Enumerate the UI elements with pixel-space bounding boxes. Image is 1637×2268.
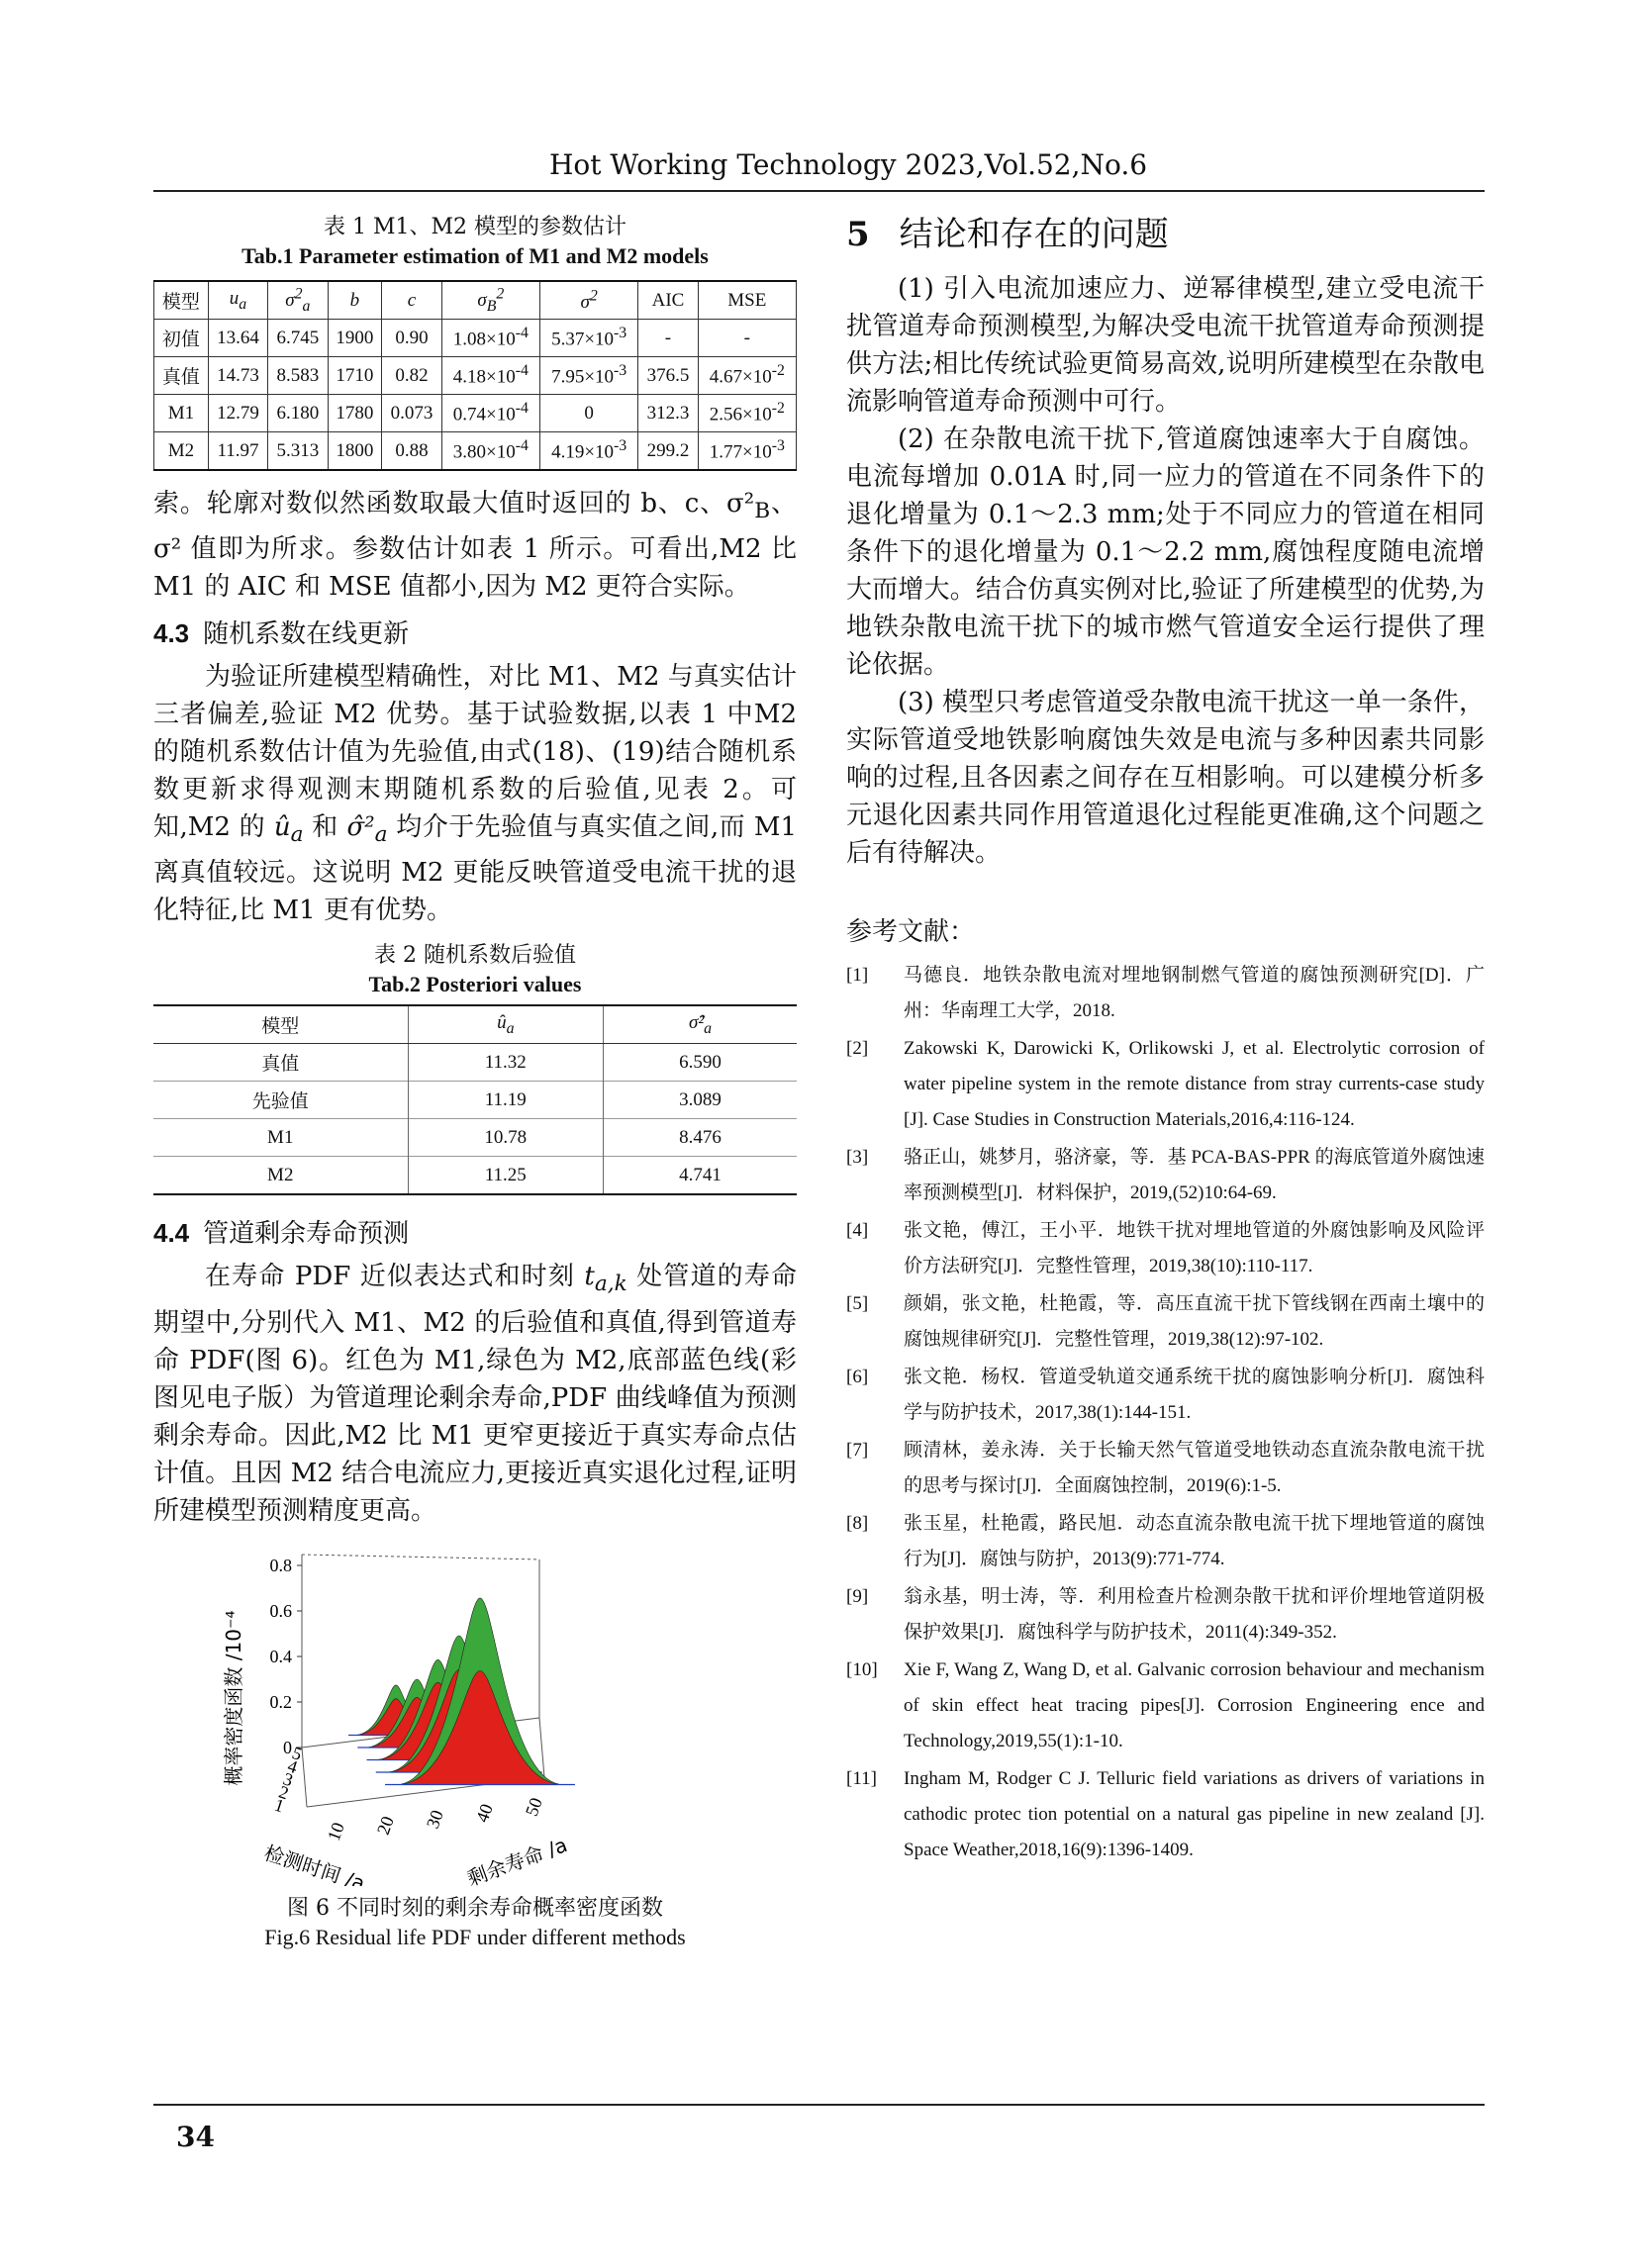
x-tick-label: 3: [280, 1767, 296, 1790]
table1-cell: 299.2: [638, 432, 698, 471]
table2-cell: 10.78: [408, 1119, 604, 1157]
table2-header-cell: $û_a$: [408, 1005, 604, 1044]
table2-header-cell: 模型: [153, 1005, 408, 1044]
left-paragraph-3: 在寿命 PDF 近似表达式和时刻 $t_{a,k}$ 处管道的寿命期望中,分别代入 M1、M2 的后验值和真值,得到管道寿命 PDF(图 6)。红色为 M1,绿色为 M2,底部蓝色线(彩图见电子版）为管道理论剩余寿命,PDF 曲线峰值为预测剩余寿命。因此,M2 比 M1 更窄更接近于真实寿命点估计值。且因 M2 结合电流应力,更接近真实退化过程,证明所建模型预测精度更高。: [153, 1262, 797, 1526]
left-paragraph-1: 索。轮廓对数似然函数取最大值时返回的 b、c、$\sigma^2_B$、σ² 值即为所求。参数估计如表 1 所示。可看出,M2 比 M1 的 AIC 和 MSE 值都小,因为 M2 更符合实际。: [153, 489, 797, 603]
z-tick-label: 0: [283, 1737, 292, 1757]
y-tick-label: 30: [422, 1807, 447, 1831]
reference-text: 张玉星，杜艳霞，路民旭．动态直流杂散电流干扰下埋地管道的腐蚀行为[J]．腐蚀与防护，2013(9):771-774.: [904, 1513, 1485, 1569]
table1-cell: $2.56\times 10^{-2}$: [698, 395, 796, 432]
section-5-heading: [846, 213, 1485, 256]
table1-cell: 13.64: [208, 320, 267, 357]
table1-cell: 12.79: [208, 395, 267, 432]
figure-6-caption-cn: 图 6 不同时刻的剩余寿命概率密度函数: [287, 1895, 663, 1921]
table2-caption-cn: 表 2 随机系数后验值: [374, 943, 576, 969]
reference-item: [846, 1360, 1485, 1431]
table1-cell: 0.88: [382, 432, 441, 471]
reference-index: [9]: [846, 1586, 869, 1607]
table1-header-cell: c: [382, 281, 441, 320]
table1-cell: 8.583: [268, 357, 328, 395]
table1-cell: 11.97: [208, 432, 267, 471]
left-column: [153, 213, 797, 1951]
table1-cell: 376.5: [638, 357, 698, 395]
table1-cell: $7.95\times 10^{-3}$: [539, 357, 637, 395]
reference-index: [2]: [846, 1038, 869, 1059]
table2-header-cell: $\sigmâ^2_a$: [604, 1005, 797, 1044]
conclusion-1: (1) 引入电流加速应力、逆幂律模型,建立受电流干扰管道寿命预测模型,为解决受电流干扰管道寿命预测提供方法;相比传统试验更简易高效,说明所建模型在杂散电流影响管道寿命预测中可行。: [846, 274, 1485, 417]
reference-text: Zakowski K, Darowicki K, Orlikowski J, et al. Electrolytic corrosion of water pipeline system in the remote distance from stray currents-case study [J]. Case Studies in Construction Materials,2016,4:116-124.: [904, 1038, 1485, 1130]
table2-cell: 11.25: [408, 1157, 604, 1195]
figure-6: [153, 1550, 797, 1886]
reference-item: [846, 1761, 1485, 1868]
reference-index: [10]: [846, 1659, 878, 1680]
table2-row: [153, 1157, 797, 1195]
reference-text: 顾清林，姜永涛．关于长输天然气管道受地铁动态直流杂散电流干扰的思考与探讨[J]．全面腐蚀控制，2019(6):1-5.: [904, 1440, 1485, 1496]
reference-text: 张文艳．杨权．管道受轨道交通系统干扰的腐蚀影响分析[J]．腐蚀科学与防护技术，2017,38(1):144-151.: [904, 1367, 1485, 1423]
table2: [153, 1004, 797, 1195]
table2-cell: 先验值: [153, 1082, 408, 1119]
table1-cell: 1900: [328, 320, 382, 357]
y-axis-label: 剩余寿命 /a: [463, 1832, 571, 1886]
reference-index: [7]: [846, 1440, 869, 1461]
reference-item: [846, 1031, 1485, 1138]
table1-cell: $4.67\times 10^{-2}$: [698, 357, 796, 395]
table1-cell: $1.77\times 10^{-3}$: [698, 432, 796, 471]
table2-cell: 11.19: [408, 1082, 604, 1119]
section-4-4-title: 管道剩余寿命预测: [203, 1219, 410, 1250]
table2-row: [153, 1119, 797, 1157]
reference-index: [1]: [846, 965, 869, 986]
table1-cell: -: [698, 320, 796, 357]
table2-cell: 6.590: [604, 1044, 797, 1082]
reference-index: [6]: [846, 1367, 869, 1387]
reference-item: [846, 1213, 1485, 1284]
x-tick-label: 4: [285, 1754, 300, 1777]
table1-header-cell: $\sigma_B^2$: [441, 281, 539, 320]
reference-text: Xie F, Wang Z, Wang D, et al. Galvanic corrosion behaviour and mechanism of skin effect heat tracing pipes[J]. Corrosion Engineering ence and Technology,2019,55(1):1-10.: [904, 1659, 1485, 1751]
reference-index: [8]: [846, 1513, 869, 1534]
table1-cell: $3.80\times 10^{-4}$: [441, 432, 539, 471]
table1-cell: 312.3: [638, 395, 698, 432]
table2-caption-en: Tab.2 Posteriori values: [368, 972, 582, 997]
reference-item: [846, 1286, 1485, 1358]
table1-cell: $5.37\times 10^{-3}$: [539, 320, 637, 357]
figure-6-caption-en: Fig.6 Residual life PDF under different methods: [264, 1924, 686, 1949]
table2-cell: M2: [153, 1157, 408, 1195]
y-tick-label: 50: [521, 1794, 546, 1819]
reference-item: [846, 958, 1485, 1029]
reference-text: 张文艳，傅江，王小平．地铁干扰对埋地管道的外腐蚀影响及风险评价方法研究[J]．完整性管理，2019,38(10):110-117.: [904, 1220, 1485, 1276]
table1-cell: $0.74\times 10^{-4}$: [441, 395, 539, 432]
reference-index: [4]: [846, 1220, 869, 1241]
table1-cell: 0.073: [382, 395, 441, 432]
table2-cell: 4.741: [604, 1157, 797, 1195]
table1-cell: $4.19\times 10^{-3}$: [539, 432, 637, 471]
y-tick-label: 10: [323, 1819, 348, 1843]
table1-header-cell: $u_a$: [208, 281, 267, 320]
section-5-number: 5: [846, 215, 870, 254]
table1-row: [154, 320, 797, 357]
figure-6-plot: [153, 1550, 797, 1886]
conclusion-2: (2) 在杂散电流干扰下,管道腐蚀速率大于自腐蚀。电流每增加 0.01A 时,同一应力的管道在不同条件下的退化增量为 0.1～2.3 mm;处于不同应力的管道在相同条件下的退化增量为 0.1～2.2 mm,腐蚀程度随电流增大而增大。结合仿真实例对比,验证了所建模型的优势,为地铁杂散电流干扰下的城市燃气管道安全运行提供了理论依据。: [846, 425, 1485, 680]
table1-cell: $4.18\times 10^{-4}$: [441, 357, 539, 395]
reference-item: [846, 1140, 1485, 1211]
table1-caption-cn: 表 1 M1、M2 模型的参数估计: [323, 215, 627, 239]
table2-row: [153, 1082, 797, 1119]
z-tick-label: 0.6: [269, 1600, 292, 1621]
running-head: Hot Working Technology 2023,Vol.52,No.6: [549, 148, 1148, 181]
table1-cell: 0: [539, 395, 637, 432]
z-tick-label: 0.4: [269, 1646, 292, 1666]
table1-cell: 真值: [154, 357, 209, 395]
z-tick-label: 0.2: [269, 1691, 292, 1712]
section-4-3-title: 随机系数在线更新: [203, 619, 410, 650]
x-tick-label: 1: [271, 1794, 287, 1817]
reference-index: [5]: [846, 1293, 869, 1314]
reference-text: 颜娟，张文艳，杜艳霞，等．高压直流干扰下管线钢在西南土壤中的腐蚀规律研究[J]．完整性管理，2019,38(12):97-102.: [904, 1293, 1485, 1350]
reference-text: 马德良．地铁杂散电流对埋地钢制燃气管道的腐蚀预测研究[D]．广州：华南理工大学，2018.: [904, 965, 1485, 1021]
reference-index: [3]: [846, 1147, 869, 1168]
section-4-3-heading: [153, 614, 797, 654]
footer-rule: [153, 2104, 1485, 2106]
table2-cell: M1: [153, 1119, 408, 1157]
table1: [153, 280, 797, 471]
table1-cell: 1800: [328, 432, 382, 471]
table2-row: [153, 1044, 797, 1082]
section-5-title: 结论和存在的问题: [899, 215, 1169, 254]
table1-cell: 0.90: [382, 320, 441, 357]
table1-row: [154, 357, 797, 395]
x-tick-label: 5: [289, 1742, 305, 1764]
reference-item: [846, 1653, 1485, 1759]
left-paragraph-2: 为验证所建模型精确性，对比 M1、M2 与真实估计三者偏差,验证 M2 优势。基于试验数据,以表 1 中M2 的随机系数估计值为先验值,由式(18)、(19)结合随机系数更新求得观测末期随机系数的后验值,见表 2。可知,M2 的 $û_a$ 和 $\sigmâ^2_a$ 均介于先验值与真实值之间,而 M1 离真值较远。这说明 M2 更能反映管道受电流干扰的退化特征,比 M1 更有优势。: [153, 662, 797, 926]
references-title: 参考文献：: [846, 917, 976, 947]
reference-text: 骆正山，姚梦月，骆济豪，等．基 PCA-BAS-PPR 的海底管道外腐蚀速率预测模型[J]．材料保护，2019,(52)10:64-69.: [904, 1147, 1485, 1203]
table1-row: [154, 395, 797, 432]
table1-cell: 初值: [154, 320, 209, 357]
header-rule: [153, 190, 1485, 192]
table1-cell: 6.180: [268, 395, 328, 432]
table1-cell: 1780: [328, 395, 382, 432]
table1-caption-en: Tab.1 Parameter estimation of M1 and M2 models: [241, 243, 709, 268]
page-number: 34: [176, 2121, 215, 2153]
table2-cell: 真值: [153, 1044, 408, 1082]
references-list: [846, 958, 1485, 1868]
table1-cell: -: [638, 320, 698, 357]
reference-item: [846, 1433, 1485, 1504]
table1-cell: 6.745: [268, 320, 328, 357]
table1-row: [154, 432, 797, 471]
reference-item: [846, 1506, 1485, 1577]
table1-header-cell: 模型: [154, 281, 209, 320]
right-column: [846, 213, 1485, 1870]
reference-index: [11]: [846, 1768, 877, 1789]
table2-cell: 3.089: [604, 1082, 797, 1119]
table1-header-cell: $\sigma^2_a$: [268, 281, 328, 320]
z-axis-label: 概率密度函数 /10⁻⁴: [222, 1610, 245, 1786]
table1-cell: 14.73: [208, 357, 267, 395]
y-tick-label: 20: [372, 1813, 398, 1838]
x-tick-label: 2: [276, 1781, 292, 1803]
section-4-4-number: 4.4: [153, 1218, 190, 1249]
reference-text: 翁永基，明士涛，等．利用检查片检测杂散干扰和评价埋地管道阴极保护效果[J]．腐蚀科学与防护技术，2011(4):349-352.: [904, 1586, 1485, 1643]
table1-cell: M1: [154, 395, 209, 432]
table1-header-cell: MSE: [698, 281, 796, 320]
table1-cell: $1.08\times 10^{-4}$: [441, 320, 539, 357]
table1-cell: 1710: [328, 357, 382, 395]
section-4-3-number: 4.3: [153, 618, 190, 649]
table1-cell: 5.313: [268, 432, 328, 471]
y-tick-label: 40: [471, 1800, 497, 1825]
x-axis-label: 检测时间 /a: [261, 1840, 368, 1886]
table1-header-cell: $\sigma^2$: [539, 281, 637, 320]
section-4-4-heading: [153, 1213, 797, 1254]
table1-cell: M2: [154, 432, 209, 471]
z-tick-label: 0.8: [269, 1555, 292, 1575]
table2-cell: 8.476: [604, 1119, 797, 1157]
table1-header-cell: b: [328, 281, 382, 320]
conclusion-3: (3) 模型只考虑管道受杂散电流干扰这一单一条件，实际管道受地铁影响腐蚀失效是电流与多种因素共同影响的过程,且各因素之间存在互相影响。可以建模分析多元退化因素共同作用管道退化过程能更准确,这个问题之后有待解决。: [846, 688, 1485, 868]
table1-header-cell: AIC: [638, 281, 698, 320]
table1-cell: 0.82: [382, 357, 441, 395]
reference-item: [846, 1579, 1485, 1651]
table2-cell: 11.32: [408, 1044, 604, 1082]
reference-text: Ingham M, Rodger C J. Telluric field variations as drivers of variations in cathodic protec tion potential on a natural gas pipeline in new zealand [J]. Space Weather,2018,16(9):1396-1409.: [904, 1768, 1485, 1860]
